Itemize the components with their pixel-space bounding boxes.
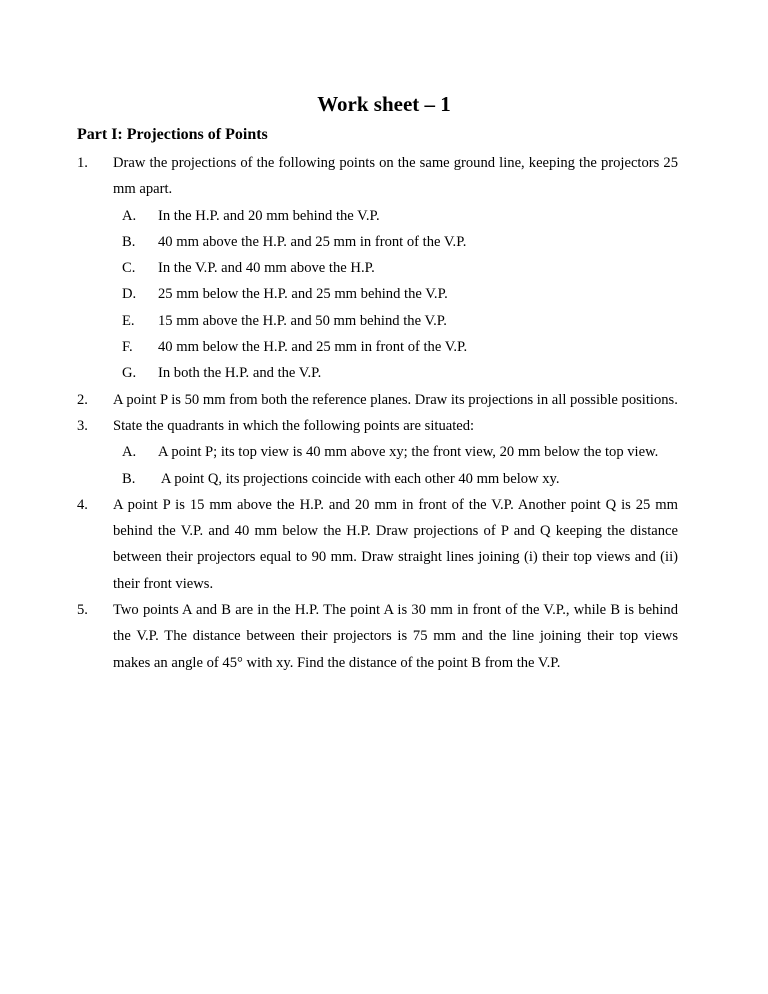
sub-item-letter: A.	[122, 207, 137, 224]
question-3-sub-items	[77, 439, 678, 492]
question-2	[77, 387, 678, 413]
sub-item-text: 25 mm below the H.P. and 25 mm behind the V.P.	[158, 286, 448, 303]
page-title: Work sheet – 1	[317, 92, 451, 116]
question-3	[77, 413, 678, 439]
sub-item-text: In both the H.P. and the V.P.	[158, 365, 322, 382]
sub-item-text: 15 mm above the H.P. and 50 mm behind the V.P.	[158, 312, 447, 329]
sub-item-letter: E.	[122, 312, 135, 329]
sub-item	[122, 439, 678, 465]
sub-item-text: 40 mm above the H.P. and 25 mm in front of the V.P.	[158, 233, 467, 250]
sub-item-letter: C.	[122, 260, 136, 277]
sub-item-letter: D.	[122, 286, 137, 303]
sub-item-list	[77, 203, 678, 387]
sub-item-letter: B.	[122, 470, 136, 487]
question-1-sub-items	[77, 203, 678, 387]
question-number: 3.	[77, 417, 88, 434]
question-number: 4.	[77, 496, 88, 513]
sub-item	[122, 255, 678, 281]
sub-item	[122, 334, 678, 360]
question-text: State the quadrants in which the following points are situated:	[113, 417, 475, 434]
part-heading: Part I: Projections of Points	[77, 126, 268, 143]
sub-item-text: In the V.P. and 40 mm above the H.P.	[158, 260, 375, 277]
sub-item-letter: G.	[122, 365, 137, 382]
question-4	[77, 492, 678, 597]
question-number: 5.	[77, 602, 88, 619]
sub-item-letter: B.	[122, 233, 136, 250]
sub-item-text: A point P; its top view is 40 mm above xy; the front view, 20 mm below the top view.	[158, 444, 659, 461]
sub-item	[122, 360, 678, 386]
question-list	[77, 150, 678, 676]
question-1	[77, 150, 678, 203]
sub-item-text: A point Q, its projections coincide with each other 40 mm below xy.	[158, 470, 560, 487]
sub-item-text: In the H.P. and 20 mm behind the V.P.	[158, 207, 380, 224]
question-text: A point P is 15 mm above the H.P. and 20 mm in front of the V.P. Another point Q is 25 mm behind the V.P. and 40 mm below the H.P. Draw projections of P and Q keeping the distance between their projectors equal to 90 mm. Draw straight lines joining (i) their top views and (ii) their front views.	[113, 496, 678, 592]
sub-item	[122, 203, 678, 229]
sub-item	[122, 281, 678, 307]
question-number: 1.	[77, 155, 88, 171]
sub-item	[122, 229, 678, 255]
sub-item-list	[77, 439, 678, 492]
sub-item-text: 40 mm below the H.P. and 25 mm in front of the V.P.	[158, 339, 468, 356]
question-text: Draw the projections of the following points on the same ground line, keeping the projectors 25 mm apart.	[113, 155, 678, 198]
sub-item-letter: A.	[122, 444, 137, 461]
question-5	[77, 597, 678, 676]
sub-item	[122, 466, 678, 492]
question-text: A point P is 50 mm from both the reference planes. Draw its projections in all possible positions.	[113, 391, 678, 408]
sub-item	[122, 308, 678, 334]
question-number: 2.	[77, 391, 88, 408]
sub-item-letter: F.	[122, 339, 133, 356]
question-text: Two points A and B are in the H.P. The point A is 30 mm in front of the V.P., while B is behind the V.P. The distance between their projectors is 75 mm and the line joining their top views makes an angle of 45° with xy. Find the distance of the point B from the V.P.	[113, 602, 678, 671]
